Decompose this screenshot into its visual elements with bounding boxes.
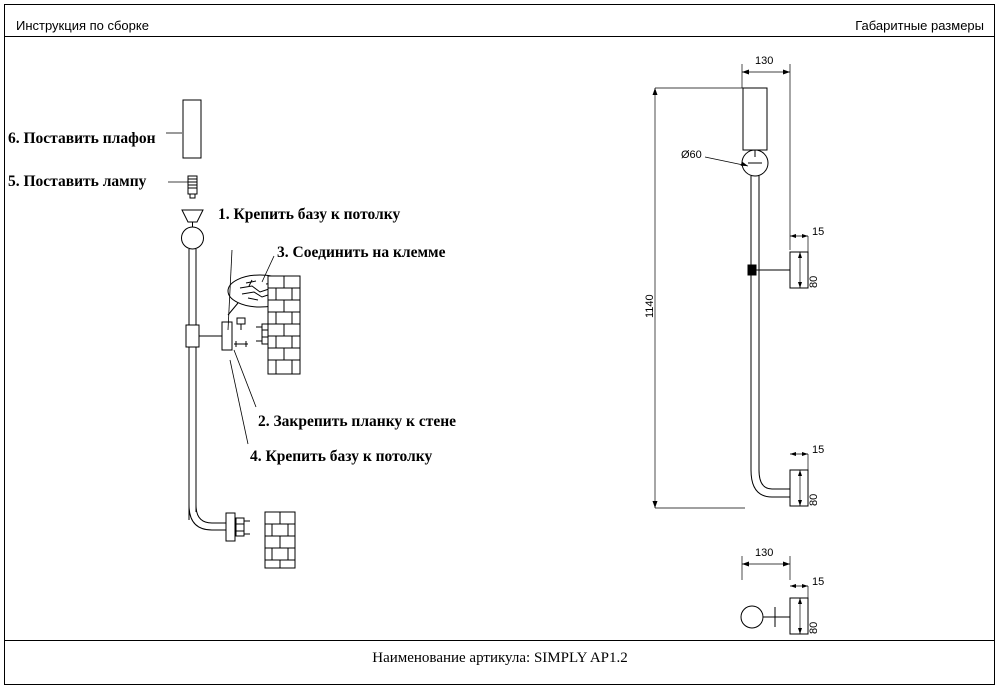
dimension-bottom-bracket-depth: 15 <box>812 576 825 588</box>
dimension-total-height: 1140 <box>644 294 656 318</box>
assembly-step-5: 5. Поставить лампу <box>8 173 147 190</box>
assembly-step-4: 4. Крепить базу к потолку <box>250 448 433 465</box>
dimension-diameter: Ø60 <box>681 149 702 161</box>
assembly-step-1: 1. Крепить базу к потолку <box>218 206 401 223</box>
assembly-step-6: 6. Поставить плафон <box>8 130 156 147</box>
overall-dimensions-title: Габаритные размеры <box>855 18 984 33</box>
dimension-bottom-bracket-height: 80 <box>808 621 820 634</box>
sheet-border <box>4 4 995 685</box>
header-divider <box>5 36 995 37</box>
dimension-lower-bracket-depth: 15 <box>812 444 825 456</box>
dimension-upper-bracket-height: 80 <box>808 275 820 288</box>
dimension-top-width: 130 <box>755 55 774 67</box>
dimension-lower-bracket-height: 80 <box>808 493 820 506</box>
assembly-step-2: 2. Закрепить планку к стене <box>258 413 457 430</box>
assembly-step-3: 3. Соединить на клемме <box>277 244 446 261</box>
assembly-instruction-title: Инструкция по сборке <box>16 18 149 33</box>
dimension-bottom-width: 130 <box>755 547 774 559</box>
dimension-upper-bracket-depth: 15 <box>812 226 825 238</box>
footer-divider <box>5 640 995 641</box>
article-name: Наименование артикула: SIMPLY AP1.2 <box>372 650 628 666</box>
